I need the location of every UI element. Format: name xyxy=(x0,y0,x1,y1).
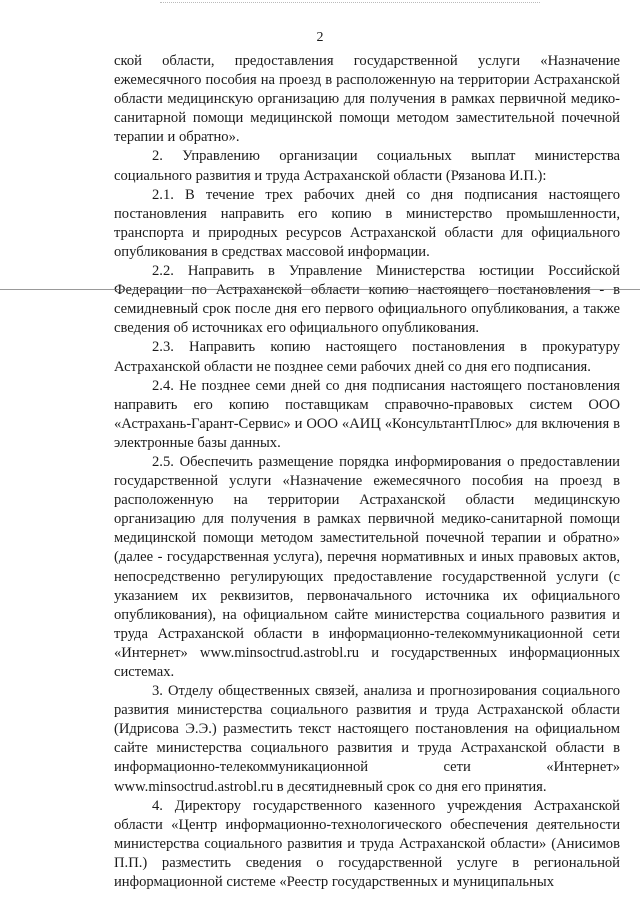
scan-artifact-top xyxy=(160,2,540,3)
paragraph-item-2-2: 2.2. Направить в Управление Министерства юстиции Российской Федерации по Астраханской области копию настоящего постановления - в семидневный срок после дня его первого официального опубликования, а также сведения об источниках его официального опубликования. xyxy=(114,263,620,337)
page-number: 2 xyxy=(316,30,324,45)
paragraph-continuation: ской области, предоставления государственной услуги «Назначение ежемесячного пособия на проезд в расположенную на территории Астраханской области медицинскую организацию для получения в рамках первичной медико-санитарной помощи медицинской помощи методом заместительной почечной терапии и обратно». xyxy=(114,53,620,146)
document-body xyxy=(114,52,620,892)
scan-artifact-line xyxy=(0,289,640,290)
paragraph-item-2-4: 2.4. Не позднее семи дней со дня подписания настоящего постановления направить его копию поставщикам справочно-правовых систем ООО «Астрахань-Гарант-Сервис» и ООО «АИЦ «КонсультантПлюс» для включения в электронные базы данных. xyxy=(114,377,620,451)
paragraph-item-4: 4. Директору государственного казенного учреждения Астраханской области «Центр информационно-технологического обеспечения деятельности министерства социального развития и труда Астраханской области» (Анисимов П.П.) разместить сведения о государственной услуге в региональной информационной системе «Реестр государственных и муниципальных xyxy=(114,797,620,891)
paragraph-item-2: 2. Управлению организации социальных выплат министерства социального развития и труда Астраханской области (Рязанова И.П.): xyxy=(114,148,620,184)
paragraph-item-2-3: 2.3. Направить копию настоящего постановления в прокуратуру Астраханской области не позднее семи рабочих дней со дня его подписания. xyxy=(114,339,620,375)
paragraph-item-2-5: 2.5. Обеспечить размещение порядка информирования о предоставлении государственной услуги «Назначение ежемесячного пособия на проезд в расположенную на территории Астраханской области медицинскую организацию для получения в рамках первичной медико-санитарной помощи медицинской помощи методом заместительной почечной терапии и обратно» (далее - государственная услуга), перечня нормативных и иных правовых актов, непосредственно регулирующих предоставление государственной услуги (с указанием их реквизитов, первоначального источника их официального опубликования), на официальном сайте министерства социального развития и труда Астраханской области в информационно-телекоммуникационной сети «Интернет» www.minsoctrud.astrobl.ru и государственных информационных системах. xyxy=(114,453,620,680)
paragraph-item-2-1: 2.1. В течение трех рабочих дней со дня подписания настоящего постановления направить его копию в министерство промышленности, транспорта и природных ресурсов Астраханской области для официального опубликования в средствах массовой информации. xyxy=(114,186,620,260)
paragraph-item-3: 3. Отделу общественных связей, анализа и прогнозирования социального развития министерства социального развития и труда Астраханской области (Идрисова Э.Э.) разместить текст настоящего постановления на официальном сайте министерства социального развития и труда Астраханской области в информационно-телекоммуникационной сети «Интернет» www.minsoctrud.astrobl.ru в десятидневный срок со дня его принятия. xyxy=(114,683,620,795)
